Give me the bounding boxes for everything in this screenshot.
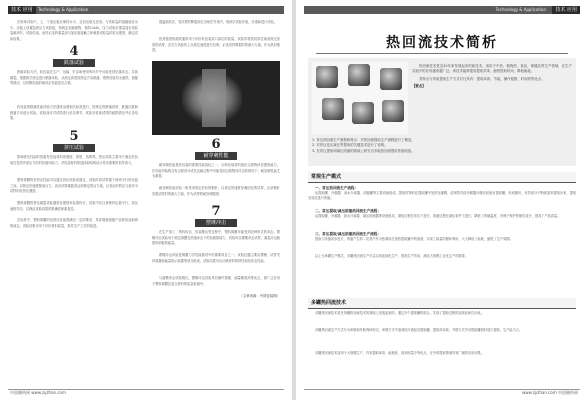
paragraph: 以上为单罐生产模式，多罐热回流生产可以实现连续化生产，提高生产效率，满足大规模工业化生产的需要。 <box>315 254 468 258</box>
section-label: 跌落试验 <box>53 59 95 67</box>
paragraph: 耐穿刺性能试验一般采用规定形状的钢针，以规定的速度穿刺固定的试样，记录钢针穿透试样时的最大力值，作为试样的耐穿刺强度。 <box>152 186 280 196</box>
equipment-image <box>348 64 370 86</box>
section-number: 7 <box>211 204 221 219</box>
section-heading: 常规生产模式 <box>308 172 576 183</box>
paragraph: 摆锤冲击试验是薄膜力学性能测试中的重要项目之一。试验仪器主要由摆锤、试样夹持装置和能量指示装置等部分组成。试验结果可以反映材料的韧性和抗冲击性能。 <box>152 253 280 263</box>
section-number: 5 <box>69 129 79 144</box>
equipment-image <box>382 100 404 122</box>
paragraph: 由提取罐、冷凝器、油水分离器、减压浓缩器等设备组成，提取过程在常压下进行，浓缩过程在减压条件下进行，降低了浓缩温度，有利于保护热敏性成分，提高了产品质量。 <box>315 214 561 218</box>
title-rule <box>316 53 568 54</box>
paragraph: 在标准中，塑料薄膜的抗挤压性能需满足一定的要求，具体数值根据产品的用途和规格而定。试验结果可用于评价材料质量，指导生产工艺的改进。 <box>10 218 138 228</box>
equipment-image <box>316 66 338 88</box>
header-subtitle: Technology & Application <box>38 7 89 12</box>
left-column-1 <box>10 20 138 241</box>
section-number: 6 <box>211 137 221 152</box>
intro-text <box>412 64 572 92</box>
header-tag: 技术 应用 <box>552 6 580 14</box>
paragraph: 软包装的跌落性能试验方法通常参照相关标准进行，按规定的跌落高度、跌落次数和跌落方向进行试验。试验前应对试样进行状态调节，试验后检查试样的破损情况并记录结果。 <box>10 105 138 121</box>
paragraph: 多罐热回流技术适用于大规模生产，具有提取率高、能耗低、溶剂用量少等优点，在中药提取领域具有广阔的应用前景。 <box>315 351 484 355</box>
sub-heading: 一、常压热回流生产流程： <box>315 186 359 190</box>
intro-paragraph: 热回流技术是近20年来发展起来的新技术，适用于中药、植物药、食品、保健品等生产领域，在生产实践中的应用越来越广泛。该技术能够提高提取效率，缩短提取时间，降低能耗。 <box>412 64 572 74</box>
equipment-photo <box>152 61 280 135</box>
paragraph: 塑料薄膜的挤压破裂试验通常参照国家标准执行，试验中应注意保持压板平行，加压速度均匀，以保证试验结果的准确性和重复性。 <box>10 201 138 211</box>
paragraph: 塑料薄膜的抗挤压性能可以通过挤压试验来测定，试验时将试样置于两块平行的压板之间，以规定的速度施加压力，直至试样破裂或达到规定的压力值，记录此时的压力值作为试样的抗挤压强度。 <box>10 178 138 194</box>
paragraph: 多罐热回流生产方式分为串联和并联两种形式。串联方式中溶剂依次流经各提取罐，提取效率高；并联方式中各提取罐同时进行提取，生产能力大。 <box>315 328 523 332</box>
section-label: 耐穿刺性能 <box>195 152 237 160</box>
sub-heading: 三、常压提取/减压浓缩热回流生产流程： <box>315 232 381 236</box>
article-title: 热回流技术简析 <box>386 35 498 51</box>
equipment-image <box>380 68 402 90</box>
key-points-list <box>312 138 572 154</box>
paragraph: 跌落试验方法，软包装在生产、运输、贮存和使用等环节中可能受到坠落冲击，导致破裂。根据相关规定进行跌落试验，从规定高度按规定方向跌落，观察包装有无破损、泄漏等情况，以判断包装的耐冲击性能是否合格。 <box>10 70 138 86</box>
header-tag: 技术 应用 <box>8 6 36 14</box>
photo-object <box>202 69 226 127</box>
paragraph: 多罐热回流技术是在单罐热回流技术的基础上发展起来的，通过多个提取罐的组合，实现了提取过程的连续化和自动化。 <box>315 311 484 315</box>
paragraph: 影响挤压性能的因素有包装材料的强度、厚度、结构等。挤压试验主要用于测定软包装在受到外部压力时的抗破坏能力，对包装材料的选择和结构设计具有重要的指导意义。 <box>10 155 138 165</box>
right-page <box>296 0 588 400</box>
section-label: 挤压试验 <box>53 144 95 152</box>
paragraph: 提取与浓缩同步进行，浓缩产生的二次蒸汽作为热源再次加热提取罐中的溶剂，实现了能量的循环利用，大大降低了能耗，缩短了生产周期。 <box>315 237 513 241</box>
key-point: 3. 在常压提取和减压浓缩的基础上研究出多能热回流提取浓缩机组。 <box>312 148 415 153</box>
paragraph: 由提取罐、冷凝器、油水分离器、浓缩罐等主要设备组成，提取时物料在提取罐中加热至沸腾，溶剂蒸汽经冷凝器冷凝后回流至提取罐，形成循环，有效成分不断被溶剂提取出来，提取完成后进行浓缩。 <box>308 191 576 201</box>
intro-box <box>308 58 576 166</box>
equipment-image <box>352 102 374 124</box>
key-points-title: 【要点】 <box>412 84 426 89</box>
page-footer: 中国制药网 www.zyzhan.com <box>10 390 66 395</box>
left-column-2 <box>152 20 280 298</box>
equipment-image <box>322 98 344 120</box>
right-header-bar <box>304 6 580 14</box>
section-conventional <box>308 172 576 266</box>
paragraph: 提温测试法，若试样的断裂部位出现在夹具内，则该次试验作废，应重新进行试验。 <box>159 20 277 24</box>
article-source: （文章来源：中国包装网） <box>239 294 280 298</box>
paragraph: 热封强度的测试通常用于评价软包装封口部位的质量。试验时将热封部位裁成规定宽度的试样，在拉力试验机上以规定速度进行拉伸，记录试样断裂时的最大力值，作为热封强度。 <box>152 37 280 53</box>
left-header-bar <box>8 6 284 14</box>
key-point: 1. 常压热回流生产流程和特点：对热回流提取生产流程进行了概述。 <box>312 138 415 142</box>
equipment-collage <box>312 62 408 134</box>
page-footer: www.zyzhan.com 中国制药网 <box>522 390 578 395</box>
paragraph: 在堆垛试验中，上、下加压板应保持水平，且加压板无变形。与试验袋的接触面应水平。压板上设置袋的压力试验板，按规定加载重物。保持144h，压力试验后重量加至试验袋破坏时，试验结束。此时记录的重量加与加压板接触之和就是试验袋的抗压强度，确定试验结果。 <box>10 20 138 41</box>
paragraph: 与落镖冲击试验相比，摆锤冲击试验具有操作简便、测量精度高等优点，被广泛应用于塑料薄膜及复合材料的质量检测中。 <box>152 276 280 286</box>
intro-paragraph: 其特点与传统提取生产方式对比具有：提取率高、节能、操作便捷、时间短等优点。 <box>419 76 545 81</box>
left-page <box>0 0 292 400</box>
section-heading: 多罐热回流技术 <box>308 298 576 309</box>
paragraph: 在生产加工、物料转运、包装搬运等过程中，塑料薄膜可能受到各种形式的冲击。摆锤冲击试验用于测定薄膜在高速冲击下的抗破损能力，试验时以摆锤冲击试样，测量冲击破损所消耗的能量。 <box>152 230 280 246</box>
sub-heading: 二、常压提取/减压浓缩热回流生产流程： <box>315 209 381 213</box>
section-multi-tank <box>308 298 576 368</box>
key-point: 2. 对常压变压减压等提取的关键技术进行了说明。 <box>312 143 388 148</box>
paragraph: 耐穿刺性能是软包装的重要性能指标之一，反映包装材料抵抗尖锐物体穿透的能力。在包装内装物含有尖锐部分或在运输过程中可能受到尖锐物体冲击的情况下，耐穿刺性能尤为重要。 <box>152 163 280 179</box>
header-subtitle: Technology & Application <box>495 7 546 12</box>
section-number: 4 <box>69 44 79 59</box>
section-label: 摆锤冲击 <box>195 219 237 227</box>
